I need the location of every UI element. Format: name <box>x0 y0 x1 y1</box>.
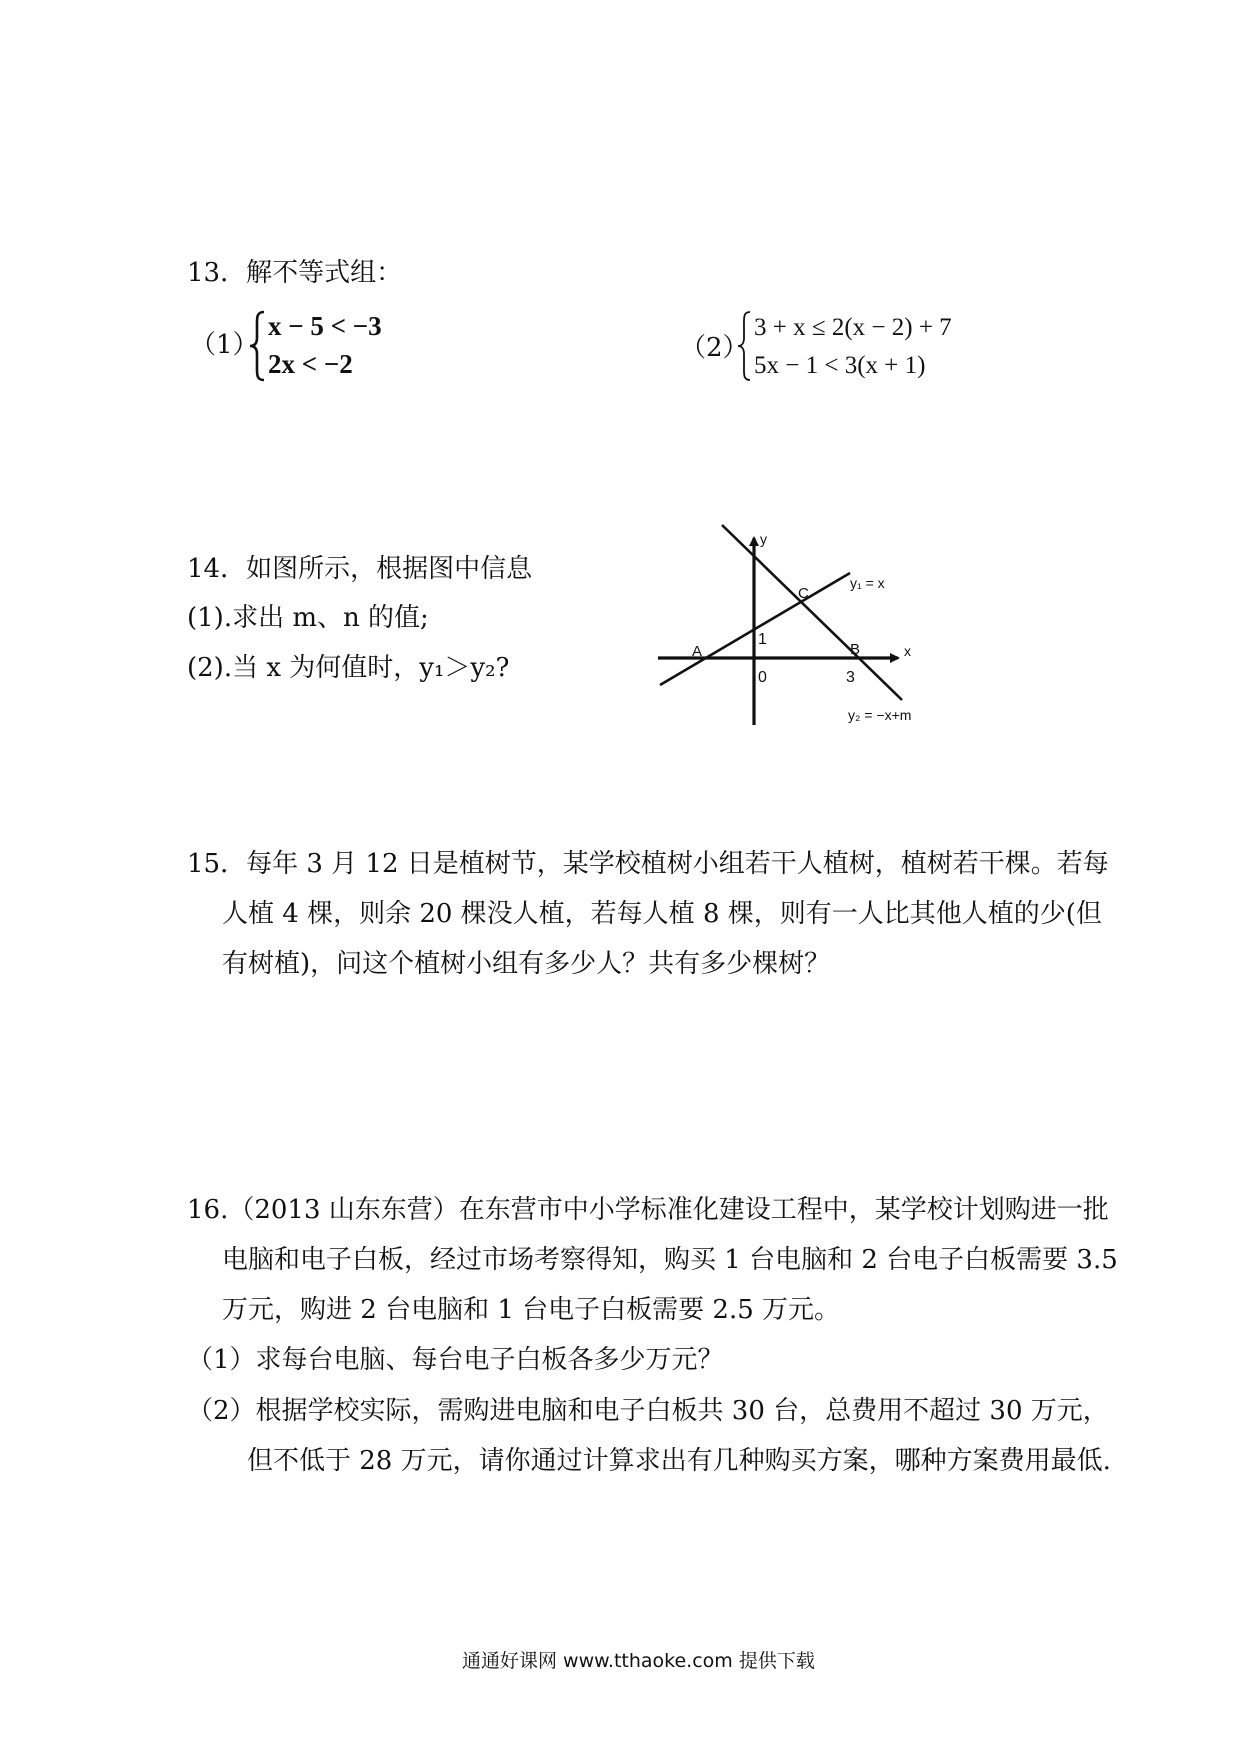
intercept-1-label: 1 <box>758 631 767 648</box>
q16-sub2-line1: （2）根据学校实际，需购进电脑和电子白板共 30 台，总费用不超过 30 万元， <box>187 1396 1109 1426</box>
point-c-label: C <box>798 585 809 602</box>
q16-sub2-line2: 但不低于 28 万元，请你通过计算求出有几种购买方案，哪种方案费用最低. <box>247 1446 1111 1476</box>
q16-line1: 16.（2013 山东东营）在东营市中小学标准化建设工程中，某学校计划购进一批 <box>187 1195 1109 1225</box>
q13-part1-brace <box>248 310 268 382</box>
q14-figure <box>650 520 970 740</box>
point-a-label: A <box>692 643 703 660</box>
q13-part2-line1: 3 + x ≤ 2(x − 2) + 7 <box>754 314 952 341</box>
q13-part1-line2: 2x < −2 <box>268 349 353 379</box>
q16-sub1: （1）求每台电脑、每台电子白板各多少万元？ <box>187 1345 724 1375</box>
point-b-label: B <box>850 641 861 658</box>
axis-y-label: y <box>760 531 767 547</box>
q14-title: 14．如图所示，根据图中信息 <box>187 554 533 584</box>
q13-part1-label: （1） <box>190 330 259 360</box>
q15-line3: 有树植)，问这个植树小组有多少人？共有多少棵树？ <box>222 949 831 979</box>
q16-line3: 万元，购进 2 台电脑和 1 台电子白板需要 2.5 万元。 <box>222 1295 841 1325</box>
line-y1-label: y₁ = x <box>850 575 885 591</box>
line-y2 <box>722 525 902 700</box>
q13-part2-label: （2） <box>680 333 749 363</box>
intercept-3-label: 3 <box>846 669 855 686</box>
q13-part2-line2: 5x − 1 < 3(x + 1) <box>754 352 926 379</box>
q13-part1-line1: x − 5 < −3 <box>268 311 382 341</box>
footer-credit: 通通好课网 www.tthaoke.com 提供下载 <box>462 1650 815 1672</box>
axis-x-label: x <box>904 643 911 659</box>
q15-line1: 15．每年 3 月 12 日是植树节，某学校植树小组若干人植树，植树若干棵。若每 <box>187 849 1109 879</box>
q15-line2: 人植 4 棵，则余 20 棵没人植，若每人植 8 棵，则有一人比其他人植的少(但 <box>222 899 1102 929</box>
line-y2-label: y₂ = −x+m <box>848 707 912 723</box>
origin-label: 0 <box>758 669 767 686</box>
q13-part2-brace <box>736 310 754 382</box>
q16-line2: 电脑和电子白板，经过市场考察得知，购买 1 台电脑和 2 台电子白板需要 3.5 <box>222 1245 1118 1275</box>
q13-title: 13．解不等式组： <box>187 258 403 288</box>
q14-sub2: (2).当 x 为何值时，y₁＞y₂? <box>187 653 510 683</box>
q14-sub1: (1).求出 m、n 的值; <box>187 603 429 633</box>
